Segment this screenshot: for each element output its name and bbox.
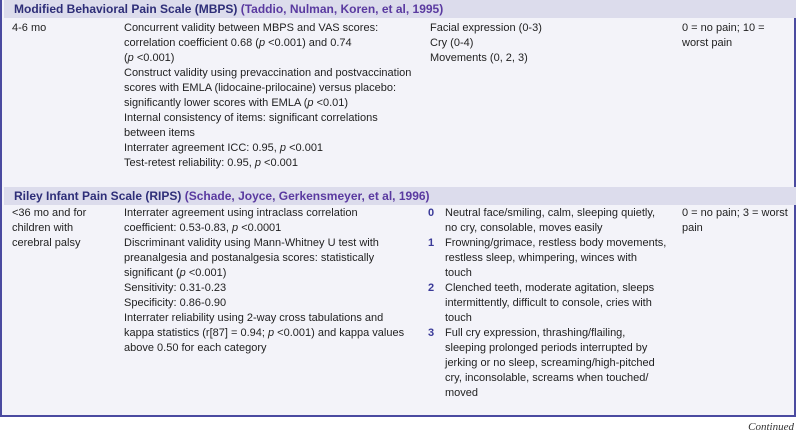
mbps-validity	[124, 21, 424, 171]
mbps-citation: (Taddio, Nulman, Koren, et al, 1995)	[240, 2, 444, 16]
rips-score-1: 1 Frowning/grimace, restless body movements, restless sleep, whimpering, winces with touch	[428, 237, 667, 279]
rips-scores	[428, 206, 673, 401]
score-number: 0	[428, 207, 435, 219]
rips-validity-item: Discriminant validity using Mann-Whitney U test with preanalgesia and postanalgesia scores: statistically significant (p <0.001)	[124, 237, 379, 279]
rips-score-2: 2 Clenched teeth, moderate agitation, sleeps intermittently, difficult to console, cries with touch	[428, 282, 655, 324]
mbps-indicator: Facial expression (0-3)	[430, 22, 542, 34]
rips-validity-item: Interrater agreement using intraclass correlation coefficient: 0.53-0.83, p <0.0001	[124, 207, 358, 234]
rips-validity	[124, 206, 424, 356]
mbps-indicator: Movements (0, 2, 3)	[430, 52, 528, 64]
mbps-name: Modified Behavioral Pain Scale (MBPS)	[14, 2, 238, 16]
continued-note: Continued	[748, 421, 794, 433]
rips-validity-item: Sensitivity: 0.31-0.23	[124, 282, 227, 294]
mbps-validity-item: Interrater agreement ICC: 0.95, p <0.001	[124, 142, 324, 154]
mbps-range: 0 = no pain; 10 = worst pain	[682, 22, 765, 49]
mbps-indicators	[430, 21, 542, 66]
score-number: 3	[428, 327, 435, 339]
score-number: 1	[428, 237, 435, 249]
rips-score-3: 3 Full cry expression, thrashing/flailing, sleeping prolonged periods interrupted by jerking or no sleep, screaming/high-pitched cry, inconsolable, screams when touched/ moved	[428, 327, 655, 399]
mbps-age: 4-6 mo	[12, 22, 47, 34]
rips-age: <36 mo and for children with cerebral palsy	[12, 207, 87, 249]
mbps-validity-item: Internal consistency of items: significant correlations between items	[124, 112, 378, 139]
rips-validity-item: Interrater reliability using 2-way cross tabulations and kappa statistics (r[87] = 0.94; p <0.001) and kappa values above 0.50 for each category	[124, 312, 405, 354]
rips-name: Riley Infant Pain Scale (RIPS)	[14, 189, 182, 203]
rips-citation: (Schade, Joyce, Gerkensmeyer, et al, 1996)	[184, 189, 430, 203]
rips-header	[4, 187, 796, 205]
mbps-validity-item: Test-retest reliability: 0.95, p <0.001	[124, 157, 298, 169]
mbps-validity-item: Construct validity using prevaccination and postvaccination scores with EMLA (lidocaine-prilocaine) versus placebo: significantly lower scores with EMLA (p <0.01)	[124, 67, 412, 109]
mbps-validity-item: Concurrent validity between MBPS and VAS scores: correlation coefficient 0.68 (p <0.001) and 0.74 (p <0.001)	[124, 22, 379, 64]
mbps-header	[4, 0, 796, 18]
rips-score-0: 0 Neutral face/smiling, calm, sleeping quietly, no cry, consolable, moves easily	[428, 207, 656, 234]
rips-validity-item: Specificity: 0.86-0.90	[124, 297, 227, 309]
mbps-indicator: Cry (0-4)	[430, 37, 474, 49]
score-number: 2	[428, 282, 435, 294]
rips-range: 0 = no pain; 3 = worst pain	[682, 207, 788, 234]
